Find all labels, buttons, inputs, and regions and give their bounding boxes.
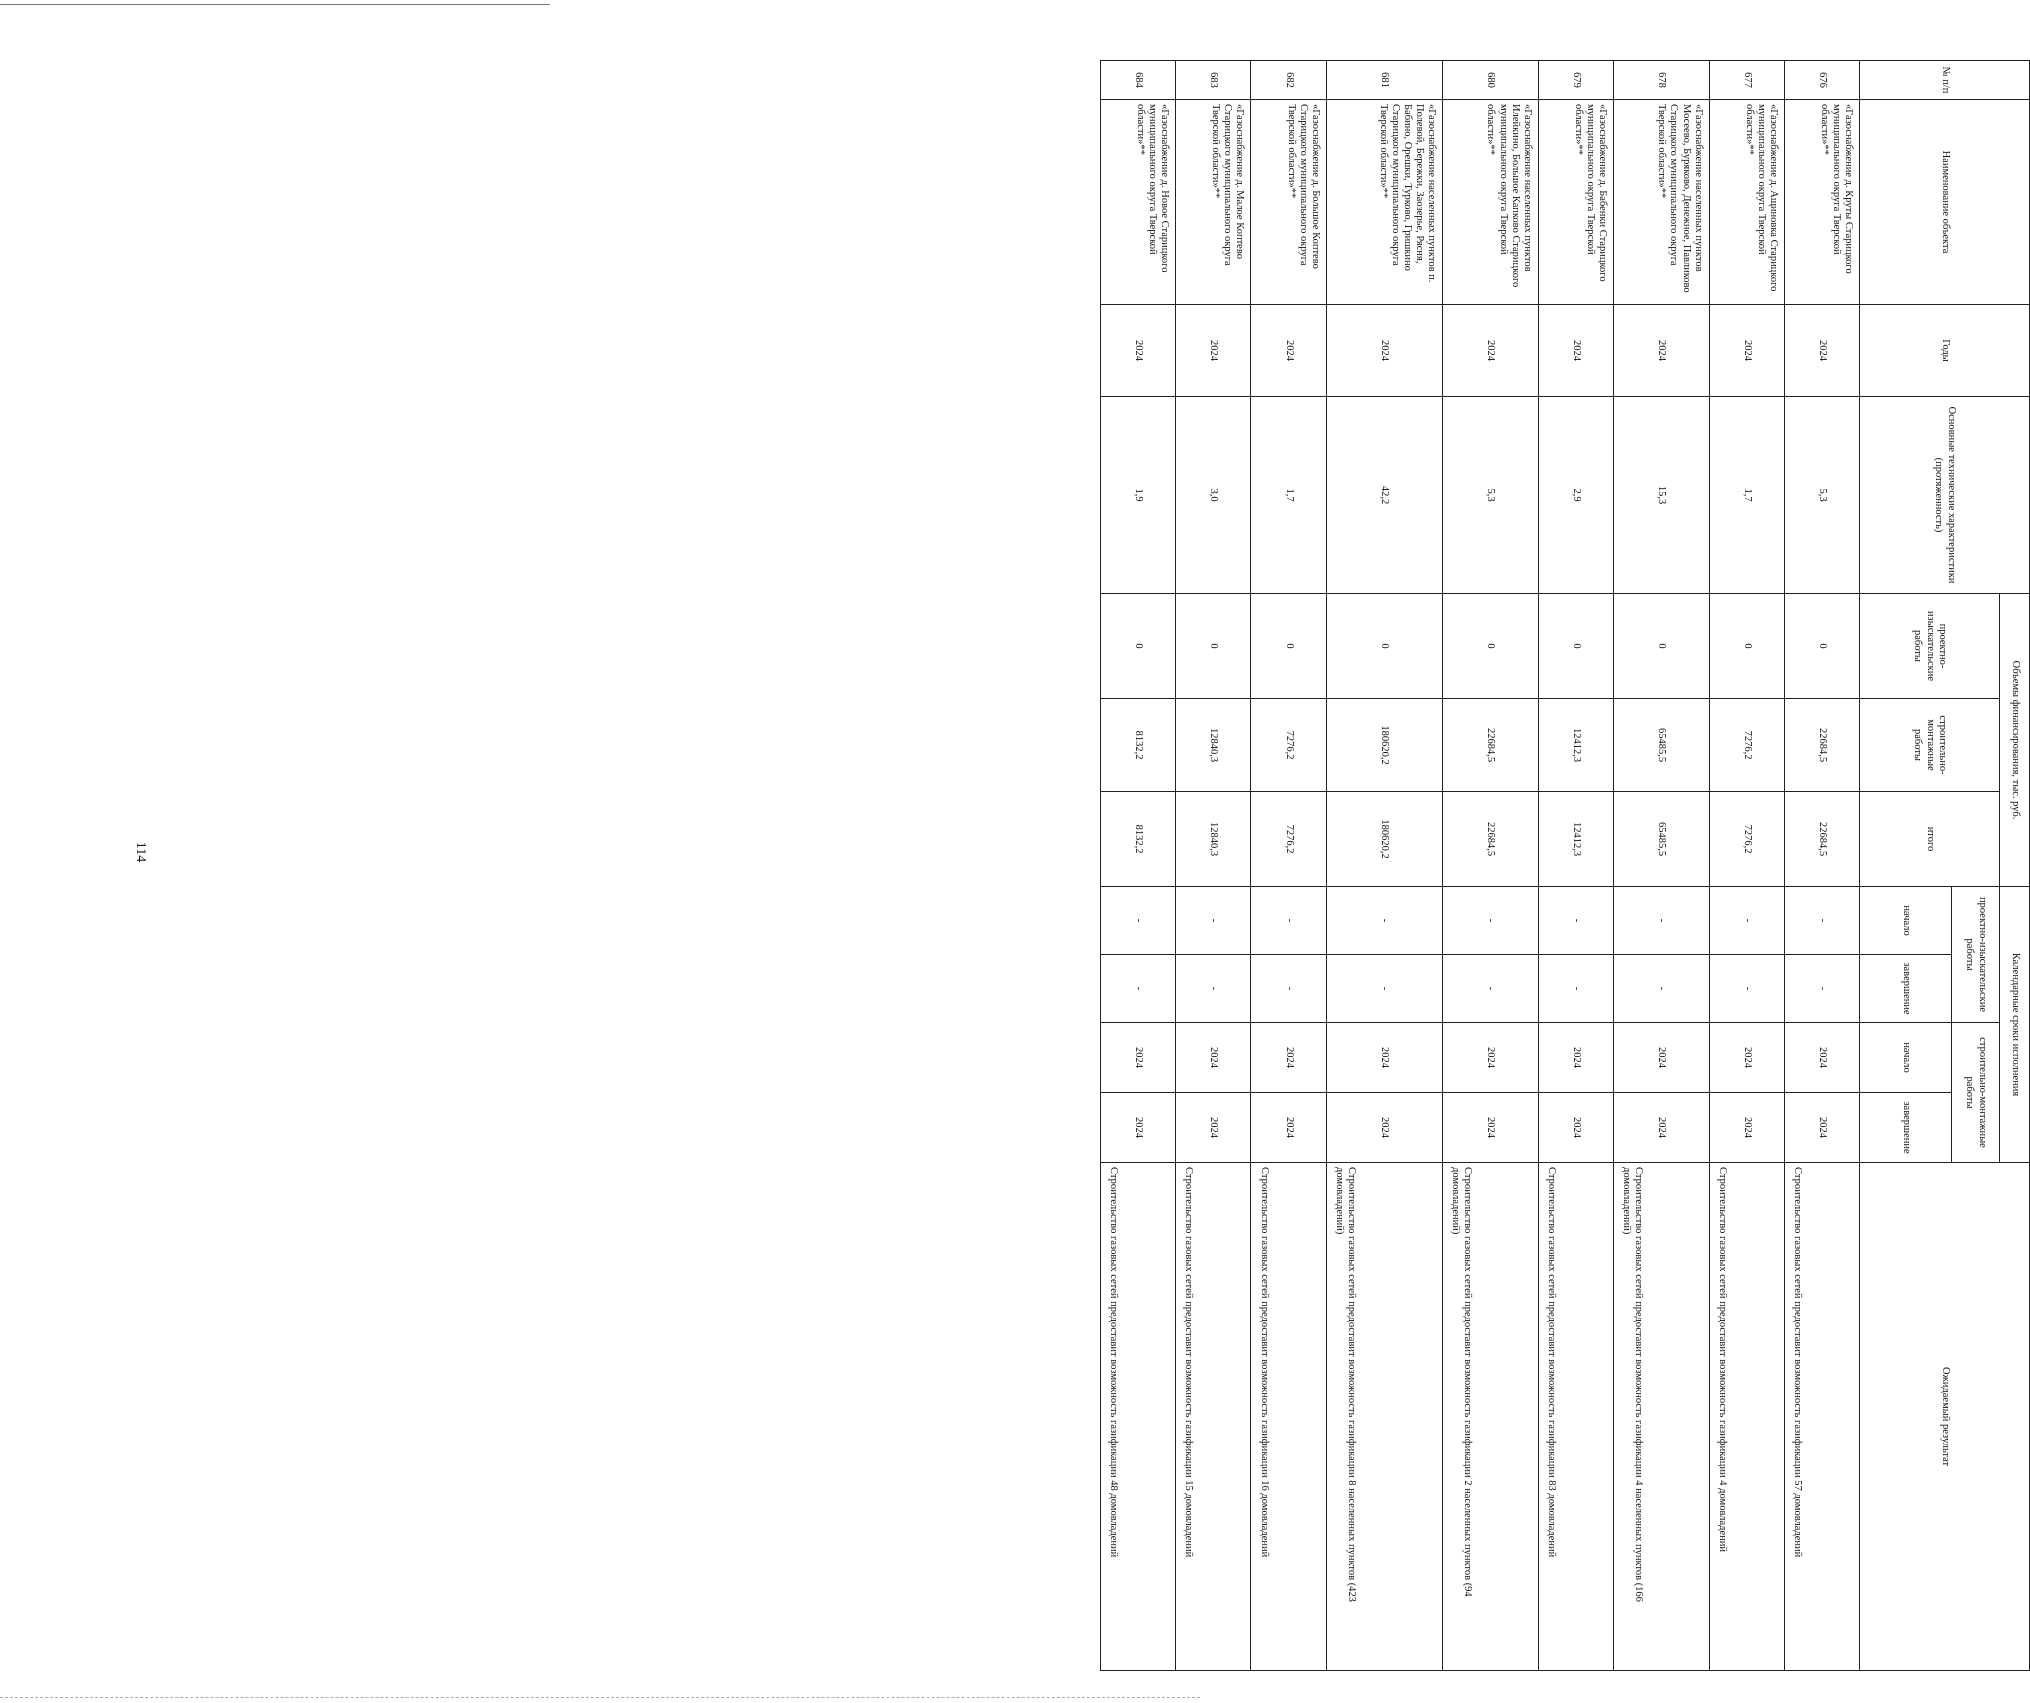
row-install-end: 2024 [1613, 1093, 1709, 1163]
row-design: 0 [1709, 594, 1784, 699]
row-install-end: 2024 [1709, 1093, 1784, 1163]
row-length: 1,7 [1709, 397, 1784, 594]
row-length: 2,9 [1538, 397, 1613, 594]
row-year: 2024 [1538, 305, 1613, 397]
row-year: 2024 [1101, 305, 1176, 397]
row-install-end: 2024 [1101, 1093, 1176, 1163]
row-construction: 22684,5 [1442, 699, 1538, 792]
row-result: Строительство газовых сетей предоставит возможность газификации 48 домовладений [1101, 1163, 1176, 1671]
row-install-start: 2024 [1613, 1023, 1709, 1093]
row-year: 2024 [1709, 305, 1784, 397]
row-length: 5,3 [1442, 397, 1538, 594]
row-name: «Газоснабжение д. Ащиновка Старицкого муниципального округа Тверской области»** [1709, 100, 1784, 305]
rotated-table-wrapper [1100, 60, 2030, 1670]
row-construction: 7276,2 [1251, 699, 1326, 792]
row-survey-start: - [1784, 887, 1859, 955]
row-design: 0 [1176, 594, 1251, 699]
top-rule [0, 4, 550, 5]
row-install-end: 2024 [1326, 1093, 1442, 1163]
row-total: 8132,2 [1101, 792, 1176, 887]
row-name: «Газоснабжение д. Бабенки Старицкого муниципального округа Тверской области»** [1538, 100, 1613, 305]
row-length: 42,2 [1326, 397, 1442, 594]
row-result: Строительство газовых сетей предоставит возможность газификации 4 населенных пунктов (166 домовладений) [1613, 1163, 1709, 1671]
header-install-end: завершение [1860, 1093, 1952, 1163]
row-survey-end: - [1613, 955, 1709, 1023]
header-install-works: строительно-монтажные работы [1952, 1023, 2000, 1163]
row-design: 0 [1538, 594, 1613, 699]
row-install-end: 2024 [1538, 1093, 1613, 1163]
row-construction: 7276,2 [1709, 699, 1784, 792]
header-survey-end: завершение [1860, 955, 1952, 1023]
row-install-end: 2024 [1176, 1093, 1251, 1163]
header-survey-start: начало [1860, 887, 1952, 955]
header-result: Ожидаемый результат [1860, 1163, 2030, 1671]
row-install-start: 2024 [1101, 1023, 1176, 1093]
row-design: 0 [1613, 594, 1709, 699]
row-length: 5,3 [1784, 397, 1859, 594]
row-install-start: 2024 [1784, 1023, 1859, 1093]
bottom-rule [0, 1697, 1200, 1698]
table-row [1251, 61, 1326, 1671]
row-survey-start: - [1251, 887, 1326, 955]
table-row [1709, 61, 1784, 1671]
table-row [1442, 61, 1538, 1671]
table-row [1176, 61, 1251, 1671]
row-survey-start: - [1442, 887, 1538, 955]
row-install-start: 2024 [1538, 1023, 1613, 1093]
row-name: «Газоснабжение д. Малое Коптево Старицкого муниципального округа Тверской области»** [1176, 100, 1251, 305]
header-survey-works: проектно-изыскательские работы [1952, 887, 2000, 1023]
row-result: Строительство газовых сетей предоставит возможность газификации 83 домовладений [1538, 1163, 1613, 1671]
row-no: 676 [1784, 61, 1859, 100]
row-no: 681 [1326, 61, 1442, 100]
row-survey-end: - [1709, 955, 1784, 1023]
row-total: 22684,5 [1784, 792, 1859, 887]
row-survey-start: - [1709, 887, 1784, 955]
row-survey-end: - [1101, 955, 1176, 1023]
header-years: Годы [1860, 305, 2030, 397]
row-construction: 12412,3 [1538, 699, 1613, 792]
row-construction: 12840,3 [1176, 699, 1251, 792]
row-no: 677 [1709, 61, 1784, 100]
row-design: 0 [1326, 594, 1442, 699]
row-no: 678 [1613, 61, 1709, 100]
row-construction: 180620,2 [1326, 699, 1442, 792]
row-length: 15,3 [1613, 397, 1709, 594]
row-total: 180620,2 [1326, 792, 1442, 887]
row-survey-start: - [1613, 887, 1709, 955]
table-row [1613, 61, 1709, 1671]
row-install-end: 2024 [1251, 1093, 1326, 1163]
row-name: «Газоснабжение населенных пунктов Мосеево, Буряково, Денежное, Павликово Старицкого муниципального округа Тверской области»** [1613, 100, 1709, 305]
row-no: 682 [1251, 61, 1326, 100]
row-result: Строительство газовых сетей предоставит возможность газификации 4 домовладений [1709, 1163, 1784, 1671]
header-install-start: начало [1860, 1023, 1952, 1093]
row-install-end: 2024 [1442, 1093, 1538, 1163]
row-survey-end: - [1442, 955, 1538, 1023]
row-result: Строительство газовых сетей предоставит возможность газификации 15 домовладений [1176, 1163, 1251, 1671]
table-row [1101, 61, 1176, 1671]
row-survey-start: - [1326, 887, 1442, 955]
row-length: 1,9 [1101, 397, 1176, 594]
financing-table [1100, 60, 2030, 1671]
header-total: итого [1860, 792, 2000, 887]
row-total: 12412,3 [1538, 792, 1613, 887]
row-result: Строительство газовых сетей предоставит возможность газификации 8 населенных пунктов (423 домовладений) [1326, 1163, 1442, 1671]
row-no: 683 [1176, 61, 1251, 100]
row-survey-end: - [1251, 955, 1326, 1023]
header-name: Наименование объекта [1860, 100, 2030, 305]
row-no: 679 [1538, 61, 1613, 100]
header-tech: Основные технические характеристики (протяженность) [1860, 397, 2030, 594]
row-year: 2024 [1251, 305, 1326, 397]
row-name: «Газоснабжение населенных пунктов п. Полевой, Бережки, Заозерье, Рясня, Бабино, Орешки, Турково, Гришкино Старицкого муниципального округа Тверской области»** [1326, 100, 1442, 305]
row-install-start: 2024 [1251, 1023, 1326, 1093]
row-construction: 22684,5 [1784, 699, 1859, 792]
row-total: 7276,2 [1251, 792, 1326, 887]
row-construction: 8132,2 [1101, 699, 1176, 792]
row-length: 1,7 [1251, 397, 1326, 594]
row-total: 65485,5 [1613, 792, 1709, 887]
row-name: «Газоснабжение д. Большое Коптево Старицкого муниципального округа Тверской области»** [1251, 100, 1326, 305]
row-construction: 65485,5 [1613, 699, 1709, 792]
table-row [1538, 61, 1613, 1671]
row-install-start: 2024 [1709, 1023, 1784, 1093]
row-survey-start: - [1538, 887, 1613, 955]
row-survey-end: - [1784, 955, 1859, 1023]
row-year: 2024 [1784, 305, 1859, 397]
page-number: 114 [133, 841, 148, 863]
row-install-start: 2024 [1176, 1023, 1251, 1093]
row-survey-start: - [1101, 887, 1176, 955]
row-design: 0 [1442, 594, 1538, 699]
row-design: 0 [1251, 594, 1326, 699]
row-result: Строительство газовых сетей предоставит возможность газификации 57 домовладений [1784, 1163, 1859, 1671]
row-design: 0 [1784, 594, 1859, 699]
row-total: 12840,3 [1176, 792, 1251, 887]
row-survey-end: - [1326, 955, 1442, 1023]
row-survey-end: - [1176, 955, 1251, 1023]
row-total: 22684,5 [1442, 792, 1538, 887]
row-total: 7276,2 [1709, 792, 1784, 887]
header-design-work: проектно-изыскательские работы [1860, 594, 2000, 699]
row-result: Строительство газовых сетей предоставит возможность газификации 2 населенных пунктов (94 домовладений) [1442, 1163, 1538, 1671]
row-install-end: 2024 [1784, 1093, 1859, 1163]
row-survey-start: - [1176, 887, 1251, 955]
header-no: № п/п [1860, 61, 2030, 100]
row-result: Строительство газовых сетей предоставит возможность газификации 16 домовладений [1251, 1163, 1326, 1671]
row-survey-end: - [1538, 955, 1613, 1023]
row-year: 2024 [1442, 305, 1538, 397]
row-year: 2024 [1613, 305, 1709, 397]
row-design: 0 [1101, 594, 1176, 699]
header-schedule: Календарные сроки исполнения [2000, 887, 2030, 1163]
row-no: 680 [1442, 61, 1538, 100]
row-install-start: 2024 [1442, 1023, 1538, 1093]
row-year: 2024 [1326, 305, 1442, 397]
row-no: 684 [1101, 61, 1176, 100]
header-finance: Объемы финансирования, тыс. руб. [2000, 594, 2030, 887]
row-install-start: 2024 [1326, 1023, 1442, 1093]
row-length: 3,0 [1176, 397, 1251, 594]
header-construction-work: строительно-монтажные работы [1860, 699, 2000, 792]
table-row [1326, 61, 1442, 1671]
row-name: «Газоснабжение населенных пунктов Илейкино, Большое Капково Старицкого муниципального округа Тверской области»** [1442, 100, 1538, 305]
row-year: 2024 [1176, 305, 1251, 397]
row-name: «Газоснабжение д. Круты Старицкого муниципального округа Тверской области»** [1784, 100, 1859, 305]
table-row [1784, 61, 1859, 1671]
row-name: «Газоснабжение д. Новое Старицкого муниципального округа Тверской области»** [1101, 100, 1176, 305]
